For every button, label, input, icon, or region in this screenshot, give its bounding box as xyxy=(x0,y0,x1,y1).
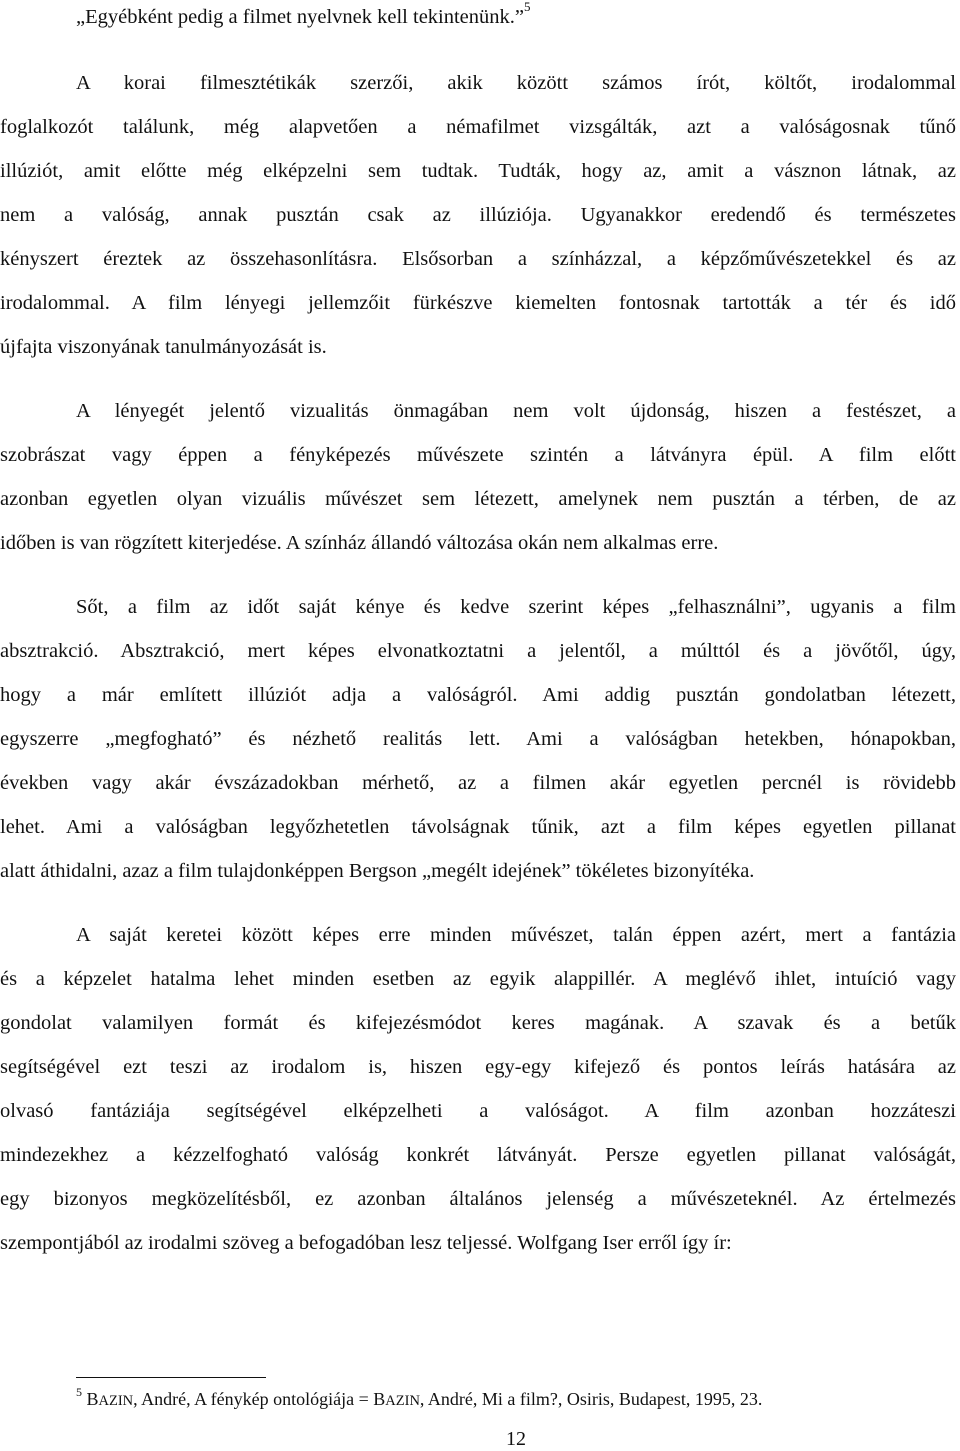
text-line: mindezekhez a kézzelfogható valóság konkrét látványát. Persze egyetlen pillanat valóságát, xyxy=(0,1144,956,1166)
text-line: azonban egyetlen olyan vizuális művészet sem létezett, amelynek nem pusztán a térben, de az xyxy=(0,488,956,510)
text-line: segítségével ezt teszi az irodalom is, hiszen egy-egy kifejező és pontos leírás hatására az xyxy=(0,1056,956,1078)
text-line: időben is van rögzített kiterjedése. A színház állandó változása okán nem alkalmas erre. xyxy=(0,532,719,554)
page-number: 12 xyxy=(506,1428,526,1450)
footnote-reference: 5 xyxy=(524,0,531,14)
text-line: újfajta viszonyának tanulmányozását is. xyxy=(0,336,327,358)
text-line: alatt áthidalni, azaz a film tulajdonképpen Bergson „megélt idejének” tökéletes bizonyítéka. xyxy=(0,860,755,882)
text-line: egy bizonyos megközelítésből, ez azonban általános jelenség a művészeteknél. Az értelmezés xyxy=(0,1188,956,1210)
text-line: egyszerre „megfogható” és nézhető realitás lett. Ami a valóságban hetekben, hónapokban, xyxy=(0,728,956,750)
text-line: és a képzelet hatalma lehet minden esetben az egyik alappillér. A meglévő ihlet, intuíció vagy xyxy=(0,968,956,990)
text-line: A korai filmesztétikák szerzői, akik között számos írót, költőt, irodalommal xyxy=(76,72,956,94)
quote-line: „Egyébként pedig a filmet nyelvnek kell tekintenünk.”$^5$ xyxy=(76,0,531,28)
text-line: kényszert éreztek az összehasonlításra. Elsősorban a színházzal, a képzőművészetekkel és az xyxy=(0,248,956,270)
text-line: szempontjából az irodalmi szöveg a befogadóban lesz teljessé. Wolfgang Iser erről így ír: xyxy=(0,1232,732,1254)
text-line: A saját keretei között képes erre minden művészet, talán éppen azért, mert a fantázia xyxy=(76,924,956,946)
text-line: irodalommal. A film lényegi jellemzőit fürkészve kiemelten fontosnak tartották a tér és idő xyxy=(0,292,956,314)
text-line: foglalkozót találunk, még alapvetően a némafilmet vizsgálták, azt a valóságosnak tűnő xyxy=(0,116,956,138)
text-line: Sőt, a film az időt saját kénye és kedve szerint képes „felhasználni”, ugyanis a film xyxy=(76,596,956,618)
text-line: olvasó fantáziája segítségével elképzelheti a valóságot. A film azonban hozzáteszi xyxy=(0,1100,956,1122)
text-line: hogy a már említett illúziót adja a valóságról. Ami addig pusztán gondolatban létezett, xyxy=(0,684,956,706)
text-line: lehet. Ami a valóságban legyőzhetetlen távolságnak tűnik, azt a film képes egyetlen pillanat xyxy=(0,816,956,838)
footnote-mark: 5 xyxy=(76,1385,82,1399)
text-line: gondolat valamilyen formát és kifejezésmódot keres magának. A szavak és a betűk xyxy=(0,1012,956,1034)
text-line: években vagy akár évszázadokban mérhető, az a filmen akár egyetlen percnél is rövidebb xyxy=(0,772,956,794)
text-line: nem a valóság, annak pusztán csak az illúziója. Ugyanakkor eredendő és természetes xyxy=(0,204,956,226)
footnote-divider xyxy=(76,1377,266,1378)
text-line: absztrakció. Absztrakció, mert képes elvonatkoztatni a jelentől, a múlttól és a jövőtől, úgy, xyxy=(0,640,956,662)
text-line: A lényegét jelentő vizualitás önmagában nem volt újdonság, hiszen a festészet, a xyxy=(76,400,956,422)
footnote: $^5$ BAZIN, André, A fénykép ontológiája = BAZIN, André, Mi a film?, Osiris, Budapest, 1995, 23. xyxy=(76,1385,763,1409)
text-line: illúziót, amit előtte még elképzelni sem tudtak. Tudták, hogy az, amit a vásznon látnak, az xyxy=(0,160,956,182)
text-line: szobrászat vagy éppen a fényképezés művészete szintén a látványra épül. A film előtt xyxy=(0,444,956,466)
